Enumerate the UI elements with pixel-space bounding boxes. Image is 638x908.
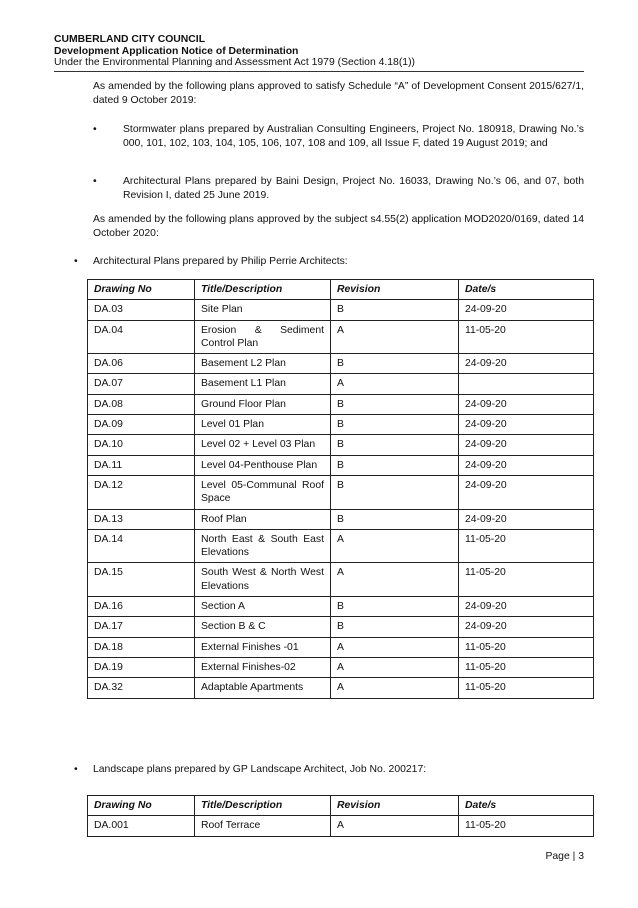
drawing-no-cell: DA.16 (88, 597, 195, 617)
revision-cell: B (331, 435, 459, 455)
table-row (88, 529, 594, 563)
bullet-text: Architectural Plans prepared by Philip Perrie Architects: (93, 256, 348, 267)
table-row (88, 394, 594, 414)
drawing-no-cell: DA.14 (88, 529, 195, 563)
title-cell: Section A (195, 597, 331, 617)
title-cell: Level 02 + Level 03 Plan (195, 435, 331, 455)
date-cell: 24-09-20 (459, 435, 594, 455)
date-cell: 24-09-20 (459, 415, 594, 435)
amend-paragraph: As amended by the following plans approved by the subject s4.55(2) application MOD2020/0169, dated 14 October 2020: (93, 214, 584, 239)
date-cell: 11-05-20 (459, 678, 594, 698)
date-cell: 11-05-20 (459, 320, 594, 354)
revision-cell: B (331, 354, 459, 374)
title-cell: External Finishes -01 (195, 637, 331, 657)
bullet-icon: • (74, 256, 78, 267)
stormwater-bullet (93, 123, 584, 150)
bullet-text: Stormwater plans prepared by Australian Consulting Engineers, Project No. 180918, Drawing No.’s 000, 101, 102, 103, 104, 105, 106, 107, 108 and 109, all Issue F, dated 19 August 2019; and (123, 124, 584, 149)
bullet-icon: • (74, 764, 78, 775)
revision-cell: B (331, 475, 459, 509)
date-cell: 24-09-20 (459, 617, 594, 637)
bullet-icon: • (93, 124, 97, 135)
baini-bullet (93, 175, 584, 202)
drawing-no-cell: DA.11 (88, 455, 195, 475)
table-row (88, 320, 594, 354)
header-title: Title/Description (195, 796, 331, 816)
title-cell: Level 04-Penthouse Plan (195, 455, 331, 475)
table-row (88, 657, 594, 677)
header-drawing-no: Drawing No (88, 796, 195, 816)
table-row (88, 563, 594, 597)
table-row (88, 678, 594, 698)
revision-cell: B (331, 597, 459, 617)
date-cell: 24-09-20 (459, 354, 594, 374)
date-cell: 24-09-20 (459, 394, 594, 414)
drawing-no-cell: DA.03 (88, 300, 195, 320)
date-cell: 11-05-20 (459, 637, 594, 657)
landscape-plans-table (87, 795, 594, 837)
date-cell (459, 374, 594, 394)
date-cell: 11-05-20 (459, 563, 594, 597)
date-cell: 24-09-20 (459, 509, 594, 529)
revision-cell: A (331, 563, 459, 597)
revision-cell: A (331, 657, 459, 677)
table-row (88, 415, 594, 435)
landscape-bullet (74, 763, 426, 777)
document-subtitle: Under the Environmental Planning and Assessment Act 1979 (Section 4.18(1)) (54, 57, 415, 68)
revision-cell: B (331, 394, 459, 414)
table-row (88, 637, 594, 657)
date-cell: 24-09-20 (459, 475, 594, 509)
title-cell: North East & South East Elevations (195, 529, 331, 563)
title-cell: Level 05-Communal Roof Space (195, 475, 331, 509)
revision-cell: A (331, 320, 459, 354)
drawing-no-cell: DA.07 (88, 374, 195, 394)
drawing-no-cell: DA.06 (88, 354, 195, 374)
table-header-row (88, 796, 594, 816)
title-cell: Site Plan (195, 300, 331, 320)
organisation-name: CUMBERLAND CITY COUNCIL (54, 34, 206, 45)
title-cell: Section B & C (195, 617, 331, 637)
revision-cell: B (331, 509, 459, 529)
drawing-no-cell: DA.09 (88, 415, 195, 435)
intro-paragraph: As amended by the following plans approved to satisfy Schedule “A” of Development Consent 2015/627/1, dated 9 October 2019: (93, 81, 584, 106)
architectural-plans-table (87, 279, 594, 699)
table-row (88, 435, 594, 455)
document-header (54, 34, 584, 72)
drawing-no-cell: DA.12 (88, 475, 195, 509)
header-date: Date/s (459, 796, 594, 816)
page-number: Page | 3 (545, 851, 584, 862)
title-cell: Basement L1 Plan (195, 374, 331, 394)
table-row (88, 597, 594, 617)
document-title: Development Application Notice of Determination (54, 45, 299, 57)
header-date: Date/s (459, 280, 594, 300)
drawing-no-cell: DA.32 (88, 678, 195, 698)
title-cell: Roof Terrace (195, 816, 331, 836)
title-cell: Ground Floor Plan (195, 394, 331, 414)
date-cell: 11-05-20 (459, 816, 594, 836)
header-title: Title/Description (195, 280, 331, 300)
date-cell: 24-09-20 (459, 597, 594, 617)
header-revision: Revision (331, 280, 459, 300)
bullet-text: Architectural Plans prepared by Baini Design, Project No. 16033, Drawing No.’s 06, and 07, both Revision I, dated 25 June 2019. (123, 176, 584, 201)
revision-cell: B (331, 455, 459, 475)
drawing-no-cell: DA.08 (88, 394, 195, 414)
drawing-no-cell: DA.18 (88, 637, 195, 657)
header-revision: Revision (331, 796, 459, 816)
revision-cell: B (331, 300, 459, 320)
revision-cell: A (331, 816, 459, 836)
table-row (88, 816, 594, 836)
revision-cell: B (331, 415, 459, 435)
table-header-row (88, 280, 594, 300)
date-cell: 11-05-20 (459, 657, 594, 677)
date-cell: 24-09-20 (459, 300, 594, 320)
drawing-no-cell: DA.04 (88, 320, 195, 354)
revision-cell: A (331, 637, 459, 657)
drawing-no-cell: DA.15 (88, 563, 195, 597)
architectural-bullet (74, 255, 348, 269)
drawing-no-cell: DA.19 (88, 657, 195, 677)
title-cell: Basement L2 Plan (195, 354, 331, 374)
table-row (88, 354, 594, 374)
revision-cell: A (331, 678, 459, 698)
table-row (88, 374, 594, 394)
table-row (88, 300, 594, 320)
title-cell: Adaptable Apartments (195, 678, 331, 698)
table-row (88, 455, 594, 475)
date-cell: 11-05-20 (459, 529, 594, 563)
title-cell: External Finishes-02 (195, 657, 331, 677)
title-cell: Level 01 Plan (195, 415, 331, 435)
bullet-icon: • (93, 176, 97, 187)
table-row (88, 509, 594, 529)
revision-cell: A (331, 374, 459, 394)
table-row (88, 617, 594, 637)
title-cell: South West & North West Elevations (195, 563, 331, 597)
bullet-text: Landscape plans prepared by GP Landscape Architect, Job No. 200217: (93, 764, 427, 775)
revision-cell: B (331, 617, 459, 637)
drawing-no-cell: DA.001 (88, 816, 195, 836)
drawing-no-cell: DA.17 (88, 617, 195, 637)
title-cell: Roof Plan (195, 509, 331, 529)
table-row (88, 475, 594, 509)
date-cell: 24-09-20 (459, 455, 594, 475)
revision-cell: A (331, 529, 459, 563)
drawing-no-cell: DA.10 (88, 435, 195, 455)
header-drawing-no: Drawing No (88, 280, 195, 300)
title-cell: Erosion & Sediment Control Plan (195, 320, 331, 354)
drawing-no-cell: DA.13 (88, 509, 195, 529)
